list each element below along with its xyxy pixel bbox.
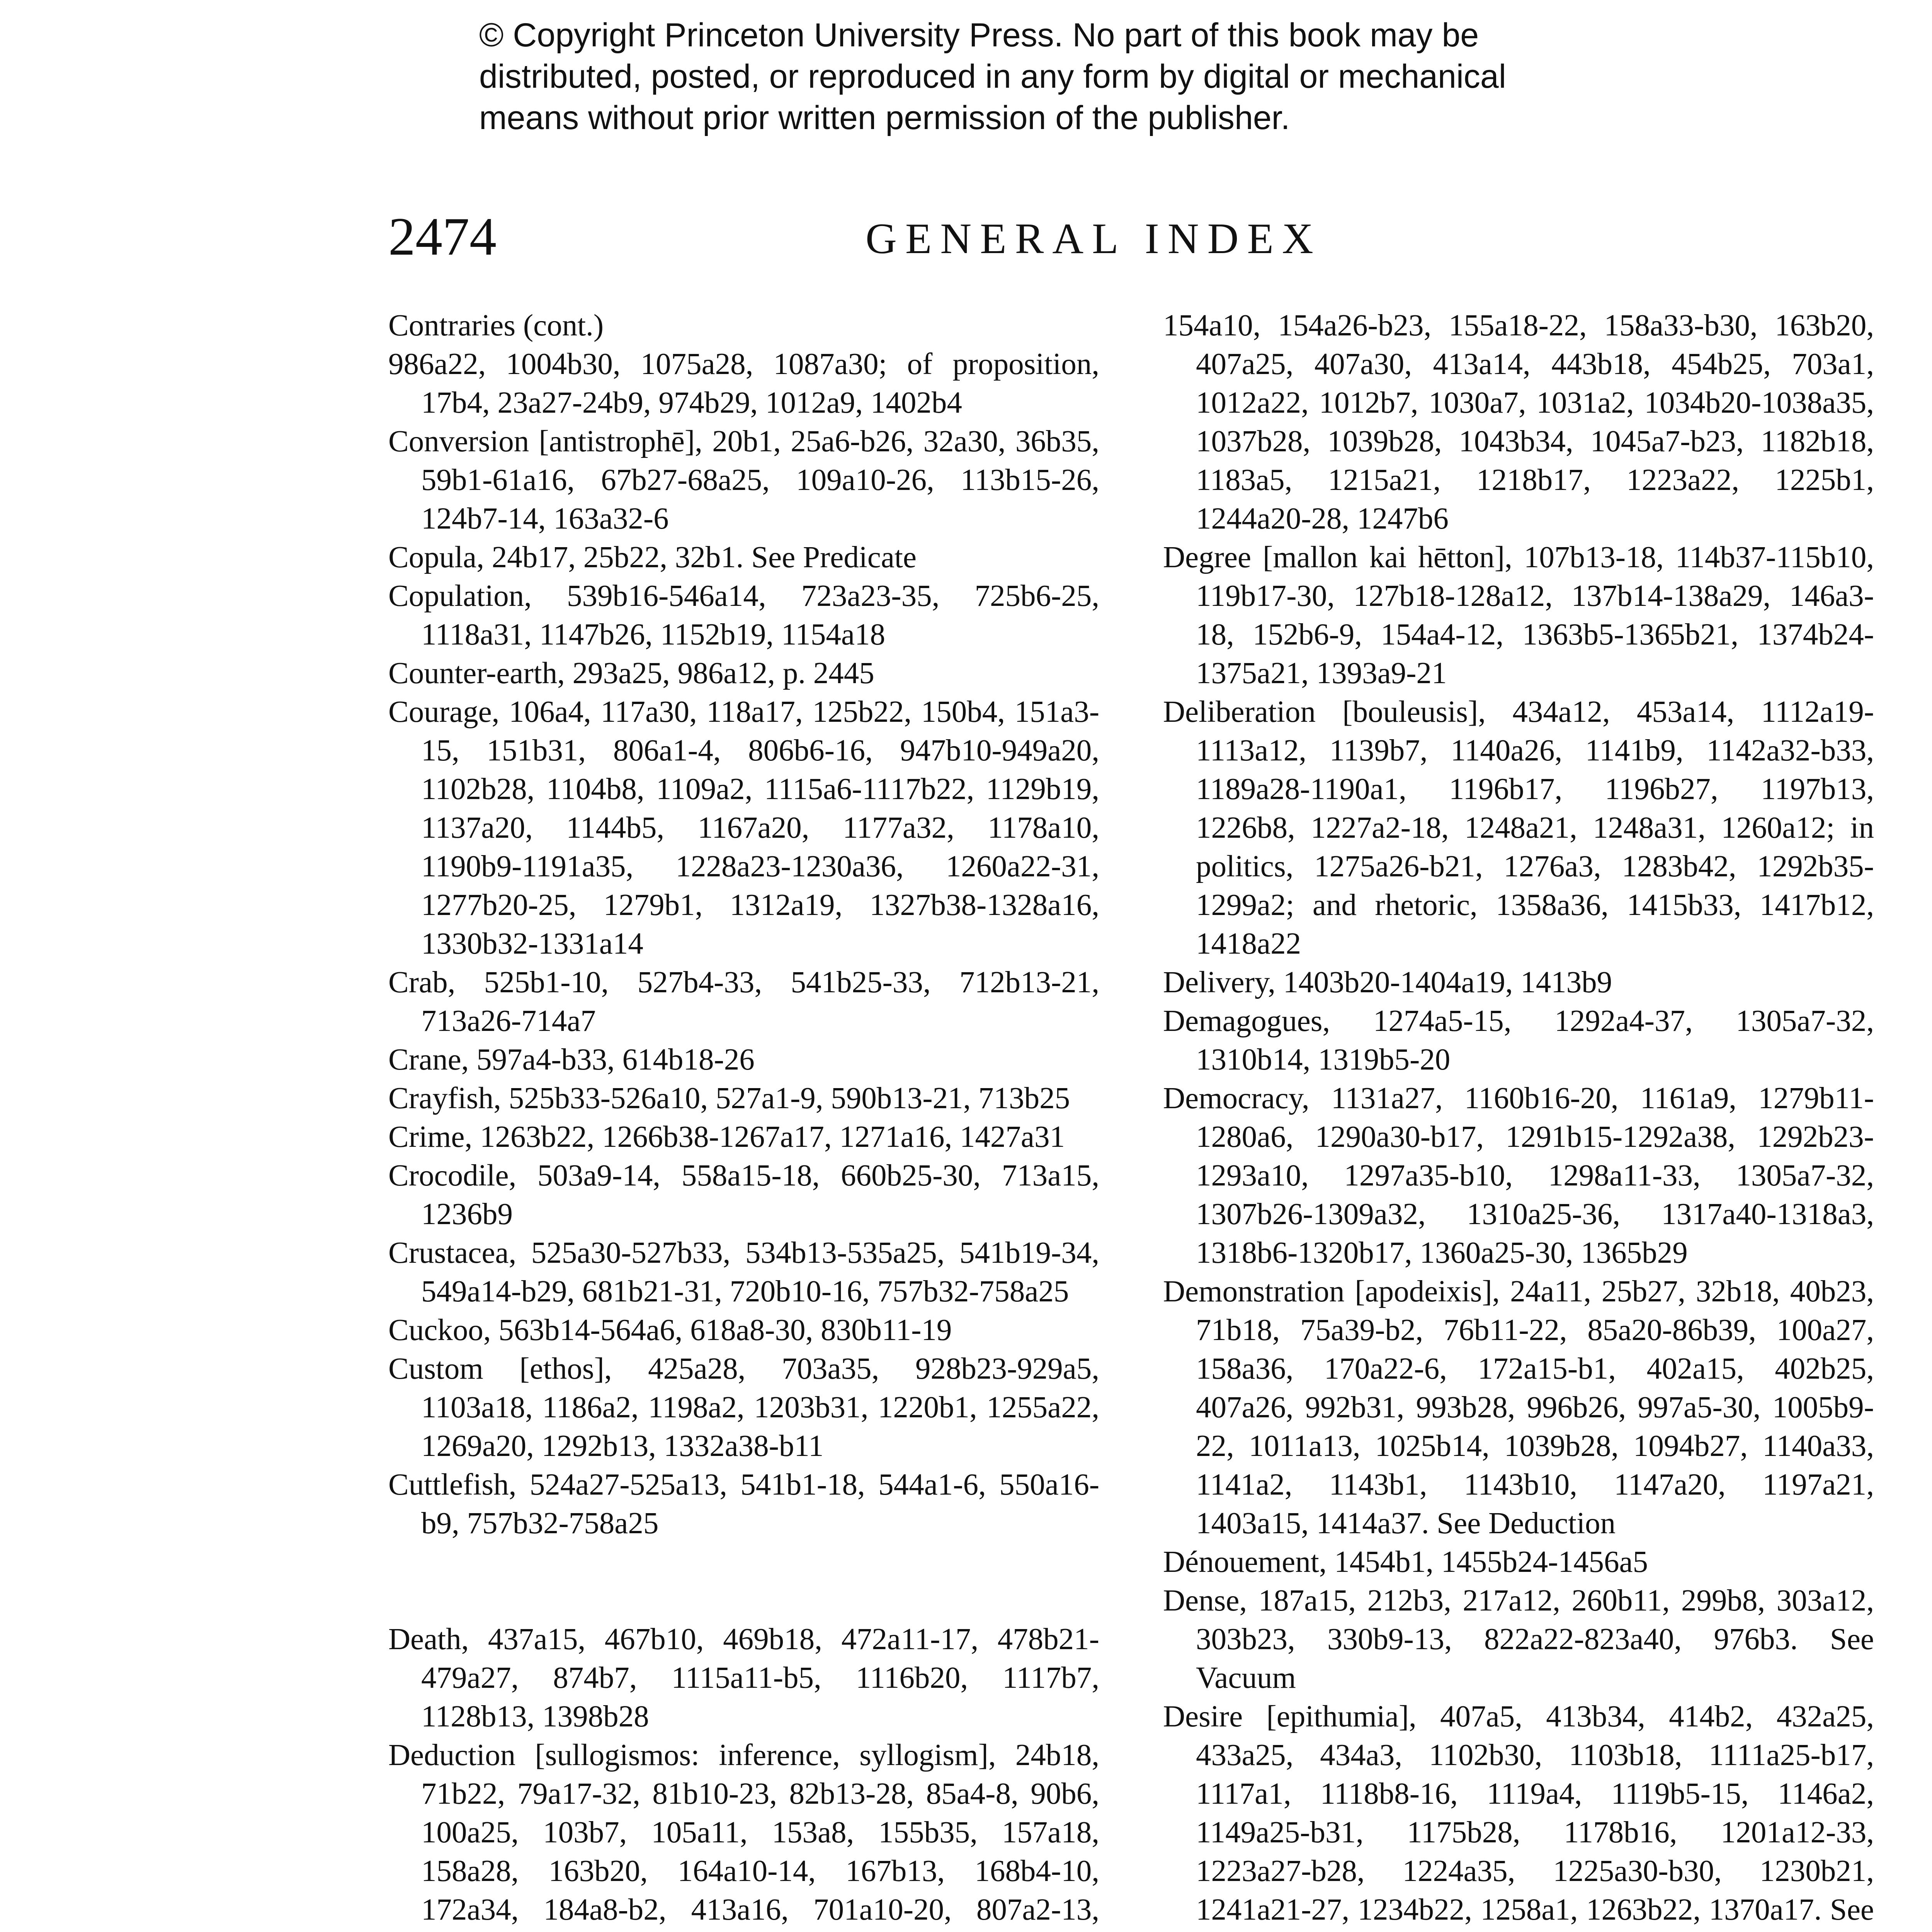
index-entry: Death, 437a15, 467b10, 469b18, 472a11-17, 478b21-479a27, 874b7, 1115a11-b5, 1116b20, 1117b7, 1128b13, 1398b28 — [388, 1622, 1099, 1733]
copyright-line-2: distributed, posted, or reproduced in any form by digital or mechanical — [479, 58, 1506, 95]
index-entry: Crocodile, 503a9-14, 558a15-18, 660b25-30, 713a15, 1236b9 — [388, 1159, 1099, 1231]
index-entry: Degree [mallon kai hētton], 107b13-18, 114b37-115b10, 119b17-30, 127b18-128a12, 137b14-138a29, 146a3-18, 152b6-9, 154a4-12, 1363b5-1365b21, 1374b24-1375a21, 1393a9-21 — [1163, 541, 1874, 690]
index-entry: Deliberation [bouleusis], 434a12, 453a14, 1112a19-1113a12, 1139b7, 1140a26, 1141b9, 1142a32-b33, 1189a28-1190a1, 1196b17, 1196b27, 1197b13, 1226b8, 1227a2-18, 1248a21, 1248a31, 1260a12; in politics, 1275a26-b21, 1276a3, 1283b42, 1292b35-1299a2; and rhetoric, 1358a36, 1415b33, 1417b12, 1418a22 — [1163, 695, 1874, 961]
index-entry: Contraries (cont.) — [388, 309, 604, 342]
copyright-line-3: means without prior written permission of the publisher. — [479, 99, 1290, 136]
index-entry: Crayfish, 525b33-526a10, 527a1-9, 590b13-21, 713b25 — [388, 1082, 1070, 1115]
copyright-line-1: © Copyright Princeton University Press. No part of this book may be — [479, 17, 1479, 54]
index-entry: Cuttlefish, 524a27-525a13, 541b1-18, 544a1-6, 550a16-b9, 757b32-758a25 — [388, 1468, 1099, 1540]
index-entry: Crane, 597a4-b33, 614b18-26 — [388, 1043, 755, 1077]
index-entry: Custom [ethos], 425a28, 703a35, 928b23-929a5, 1103a18, 1186a2, 1198a2, 1203b31, 1220b1, 1255a22, 1269a20, 1292b13, 1332a38-b11 — [388, 1352, 1099, 1463]
index-entry: Crustacea, 525a30-527b33, 534b13-535a25, 541b19-34, 549a14-b29, 681b21-31, 720b10-16, 757b32-758a25 — [388, 1236, 1099, 1308]
index-entry: Courage, 106a4, 117a30, 118a17, 125b22, 150b4, 151a3-15, 151b31, 806a1-4, 806b6-16, 947b10-949a20, 1102b28, 1104b8, 1109a2, 1115a6-1117b22, 1129b19, 1137a20, 1144b5, 1167a20, 1177a32, 1178a10, 1190b9-1191a35, 1228a23-1230a36, 1260a22-31, 1277b20-25, 1279b1, 1312a19, 1327b38-1328a16, 1330b32-1331a14 — [388, 695, 1099, 961]
index-entry: Copula, 24b17, 25b22, 32b1. See Predicate — [388, 541, 917, 574]
index-entry: Demagogues, 1274a5-15, 1292a4-37, 1305a7-32, 1310b14, 1319b5-20 — [1163, 1004, 1874, 1077]
index-entry: 986a22, 1004b30, 1075a28, 1087a30; of proposition, 17b4, 23a27-24b9, 974b29, 1012a9, 1402b4 — [388, 347, 1099, 420]
index-entry: Democracy, 1131a27, 1160b16-20, 1161a9, 1279b11-1280a6, 1290a30-b17, 1291b15-1292a38, 1292b23-1293a10, 1297a35-b10, 1298a11-33, 1305a7-32, 1307b26-1309a32, 1310a25-36, 1317a40-1318a3, 1318b6-1320b17, 1360a25-30, 1365b29 — [1163, 1082, 1874, 1270]
index-entry: Conversion [antistrophē], 20b1, 25a6-b26, 32a30, 36b35, 59b1-61a16, 67b27-68a25, 109a10-26, 113b15-26, 124b7-14, 163a32-6 — [388, 425, 1099, 536]
index-entry: Copulation, 539b16-546a14, 723a23-35, 725b6-25, 1118a31, 1147b26, 1152b19, 1154a18 — [388, 579, 1099, 651]
copyright-notice — [479, 15, 1793, 139]
index-entry: Cuckoo, 563b14-564a6, 618a8-30, 830b11-19 — [388, 1313, 952, 1347]
page-number: 2474 — [388, 207, 497, 267]
index-entry: Delivery, 1403b20-1404a19, 1413b9 — [1163, 966, 1612, 999]
index-entry: Crab, 525b1-10, 527b4-33, 541b25-33, 712b13-21, 713a26-714a7 — [388, 966, 1099, 1038]
index-entry: Deduction [sullogismos: inference, syllogism], 24b18, 71b22, 79a17-32, 81b10-23, 82b13-28, 85a4-8, 90b6, 100a25, 103b7, 105a11, 153a8, 155b35, 157a18, 158a28, 163b20, 164a10-14, 167b13, 168b4-10, 172a34, 184a8-b2, 413a16, 701a10-20, 807a2-13, — [388, 1738, 1099, 1927]
index-column-right — [1163, 306, 1874, 1932]
index-entry: Counter-earth, 293a25, 986a12, p. 2445 — [388, 656, 874, 690]
index-entry: Crime, 1263b22, 1266b38-1267a17, 1271a16, 1427a31 — [388, 1120, 1065, 1154]
index-entry: Demonstration [apodeixis], 24a11, 25b27, 32b18, 40b23, 71b18, 75a39-b2, 76b11-22, 85a20-86b39, 100a27, 158a36, 170a22-6, 172a15-b1, 402a15, 402b25, 407a26, 992b31, 993b28, 996b26, 997a5-30, 1005b9-22, 1011a13, 1025b14, 1039b28, 1094b27, 1140a33, 1141a2, 1143b1, 1143b10, 1147a20, 1197a21, 1403a15, 1414a37. See Deduction — [1163, 1275, 1874, 1540]
letter-section-gap — [388, 1543, 1099, 1620]
index-entry: 154a10, 154a26-b23, 155a18-22, 158a33-b30, 163b20, 407a25, 407a30, 413a14, 443b18, 454b25, 703a1, 1012a22, 1012b7, 1030a7, 1031a2, 1034b20-1038a35, 1037b28, 1039b28, 1043b34, 1045a7-b23, 1182b18, 1183a5, 1215a21, 1218b17, 1223a22, 1225b1, 1244a20-28, 1247b6 — [1163, 309, 1874, 536]
index-column-left — [388, 306, 1099, 1932]
index-entry: Desire [epithumia], 407a5, 413b34, 414b2, 432a25, 433a25, 434a3, 1102b30, 1103b18, 1111a25-b17, 1117a1, 1118b8-16, 1119a4, 1119b5-15, 1146a2, 1149a25-b31, 1175b28, 1178b16, 1201a12-33, 1223a27-b28, 1224a35, 1225a30-b30, 1230b21, 1241a21-27, 1234b22, 1258a1, 1263b22, 1370a17. See — [1163, 1700, 1874, 1927]
index-entry: Dense, 187a15, 212b3, 217a12, 260b11, 299b8, 303a12, 303b23, 330b9-13, 822a22-823a40, 976b3. See Vacuum — [1163, 1584, 1874, 1695]
running-head: GENERAL INDEX — [866, 215, 1322, 263]
index-entry: Dénouement, 1454b1, 1455b24-1456a5 — [1163, 1545, 1648, 1579]
